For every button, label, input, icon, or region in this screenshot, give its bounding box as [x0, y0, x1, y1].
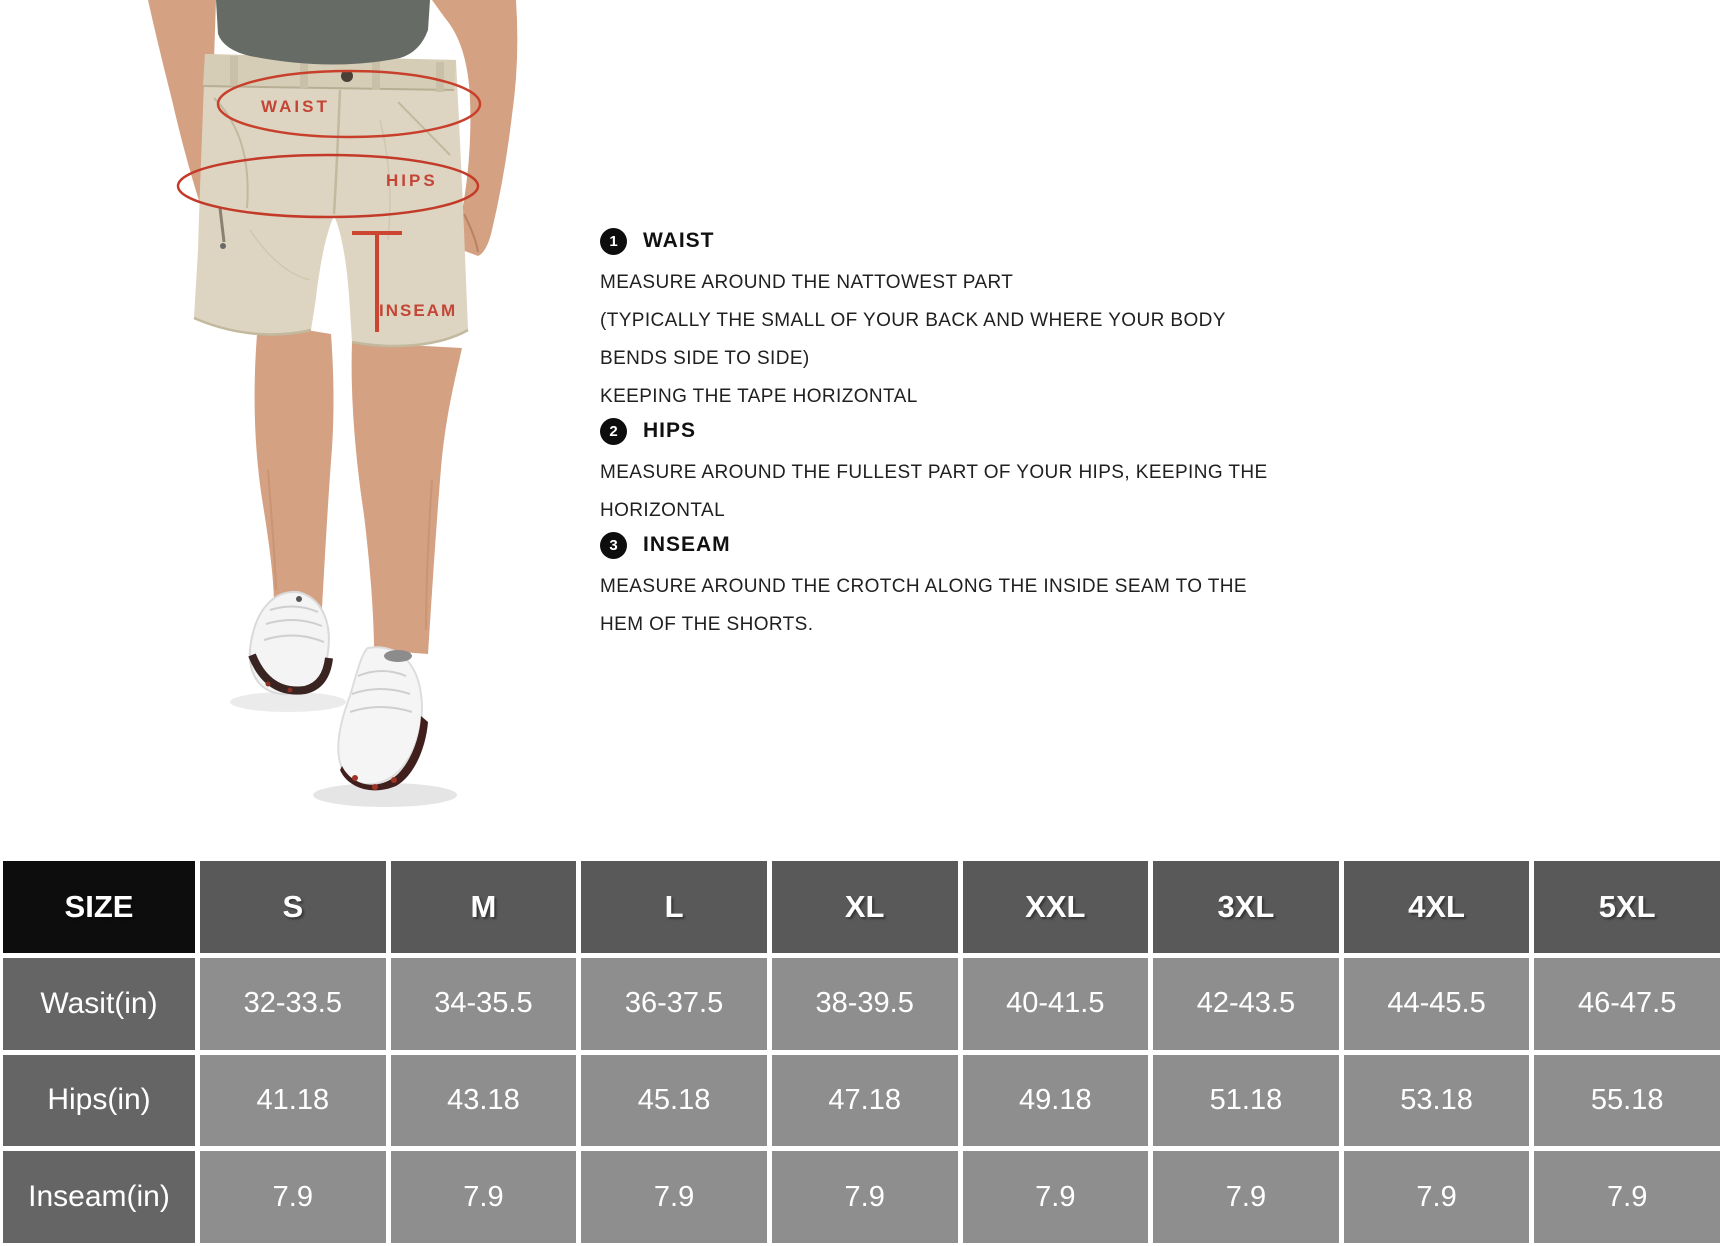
step-1-badge: 1 — [600, 228, 627, 255]
inseam-value: 7.9 — [391, 1151, 577, 1243]
inseam-value: 7.9 — [963, 1151, 1149, 1243]
hips-value: 55.18 — [1534, 1055, 1720, 1147]
inseam-value: 7.9 — [200, 1151, 386, 1243]
step-3-badge: 3 — [600, 532, 627, 559]
waist-value: 34-35.5 — [391, 958, 577, 1050]
hips-value: 47.18 — [772, 1055, 958, 1147]
right-shoe — [338, 647, 428, 790]
table-header-s: S — [200, 861, 386, 953]
size-chart-table — [0, 858, 1723, 1246]
table-header-l: L — [581, 861, 767, 953]
model-photo — [0, 0, 580, 860]
inseam-value: 7.9 — [1153, 1151, 1339, 1243]
inseam-measure-label: INSEAM — [379, 301, 458, 320]
hips-value: 53.18 — [1344, 1055, 1530, 1147]
row-label-inseam: Inseam(in) — [3, 1151, 195, 1243]
hips-value: 41.18 — [200, 1055, 386, 1147]
instruction-section-hips — [600, 416, 1360, 530]
waist-value: 46-47.5 — [1534, 958, 1720, 1050]
step-2-badge: 2 — [600, 418, 627, 445]
instruction-line: MEASURE AROUND THE FULLEST PART OF YOUR HIPS, KEEPING THE — [600, 462, 1268, 483]
belt-loop — [372, 60, 380, 90]
instruction-line: (TYPICALLY THE SMALL OF YOUR BACK AND WHERE YOUR BODY — [600, 310, 1226, 331]
left-shoe — [250, 592, 329, 694]
waist-value: 36-37.5 — [581, 958, 767, 1050]
instruction-title-inseam: INSEAM — [643, 533, 731, 556]
instruction-line: HORIZONTAL — [600, 500, 726, 521]
hips-value: 49.18 — [963, 1055, 1149, 1147]
waist-value: 44-45.5 — [1344, 958, 1530, 1050]
table-header-4xl: 4XL — [1344, 861, 1530, 953]
inseam-value: 7.9 — [1344, 1151, 1530, 1243]
instruction-title-waist: WAIST — [643, 229, 715, 252]
instruction-line: BENDS SIDE TO SIDE) — [600, 348, 810, 369]
belt-loop — [230, 56, 238, 86]
table-header-3xl: 3XL — [1153, 861, 1339, 953]
instruction-line: MEASURE AROUND THE NATTOWEST PART — [600, 272, 1014, 293]
hips-measure-label: HIPS — [386, 171, 438, 190]
table-header-size: SIZE — [3, 861, 195, 953]
instruction-heading — [600, 226, 1360, 256]
instruction-section-waist — [600, 226, 1360, 416]
instruction-section-inseam — [600, 530, 1360, 644]
waist-measure-label: WAIST — [261, 97, 330, 116]
instruction-title-hips: HIPS — [643, 419, 697, 442]
waist-value: 40-41.5 — [963, 958, 1149, 1050]
table-header-xxl: XXL — [963, 861, 1149, 953]
instruction-line: KEEPING THE TAPE HORIZONTAL — [600, 386, 918, 407]
hips-value: 51.18 — [1153, 1055, 1339, 1147]
shirt — [216, 0, 430, 65]
instruction-heading — [600, 416, 1360, 446]
hips-value: 45.18 — [581, 1055, 767, 1147]
table-header-m: M — [391, 861, 577, 953]
inseam-value: 7.9 — [581, 1151, 767, 1243]
table-header-5xl: 5XL — [1534, 861, 1720, 953]
row-label-hips: Hips(in) — [3, 1055, 195, 1147]
waist-value: 42-43.5 — [1153, 958, 1339, 1050]
row-label-waist: Wasit(in) — [3, 958, 195, 1050]
measurement-instructions — [600, 226, 1360, 644]
waist-value: 32-33.5 — [200, 958, 386, 1050]
instruction-heading — [600, 530, 1360, 560]
waist-value: 38-39.5 — [772, 958, 958, 1050]
instruction-line: MEASURE AROUND THE CROTCH ALONG THE INSIDE SEAM TO THE — [600, 576, 1247, 597]
belt-loop — [436, 62, 444, 92]
inseam-value: 7.9 — [772, 1151, 958, 1243]
instruction-line: HEM OF THE SHORTS. — [600, 614, 814, 635]
hips-value: 43.18 — [391, 1055, 577, 1147]
inseam-value: 7.9 — [1534, 1151, 1720, 1243]
table-header-xl: XL — [772, 861, 958, 953]
model-illustration — [0, 0, 580, 860]
